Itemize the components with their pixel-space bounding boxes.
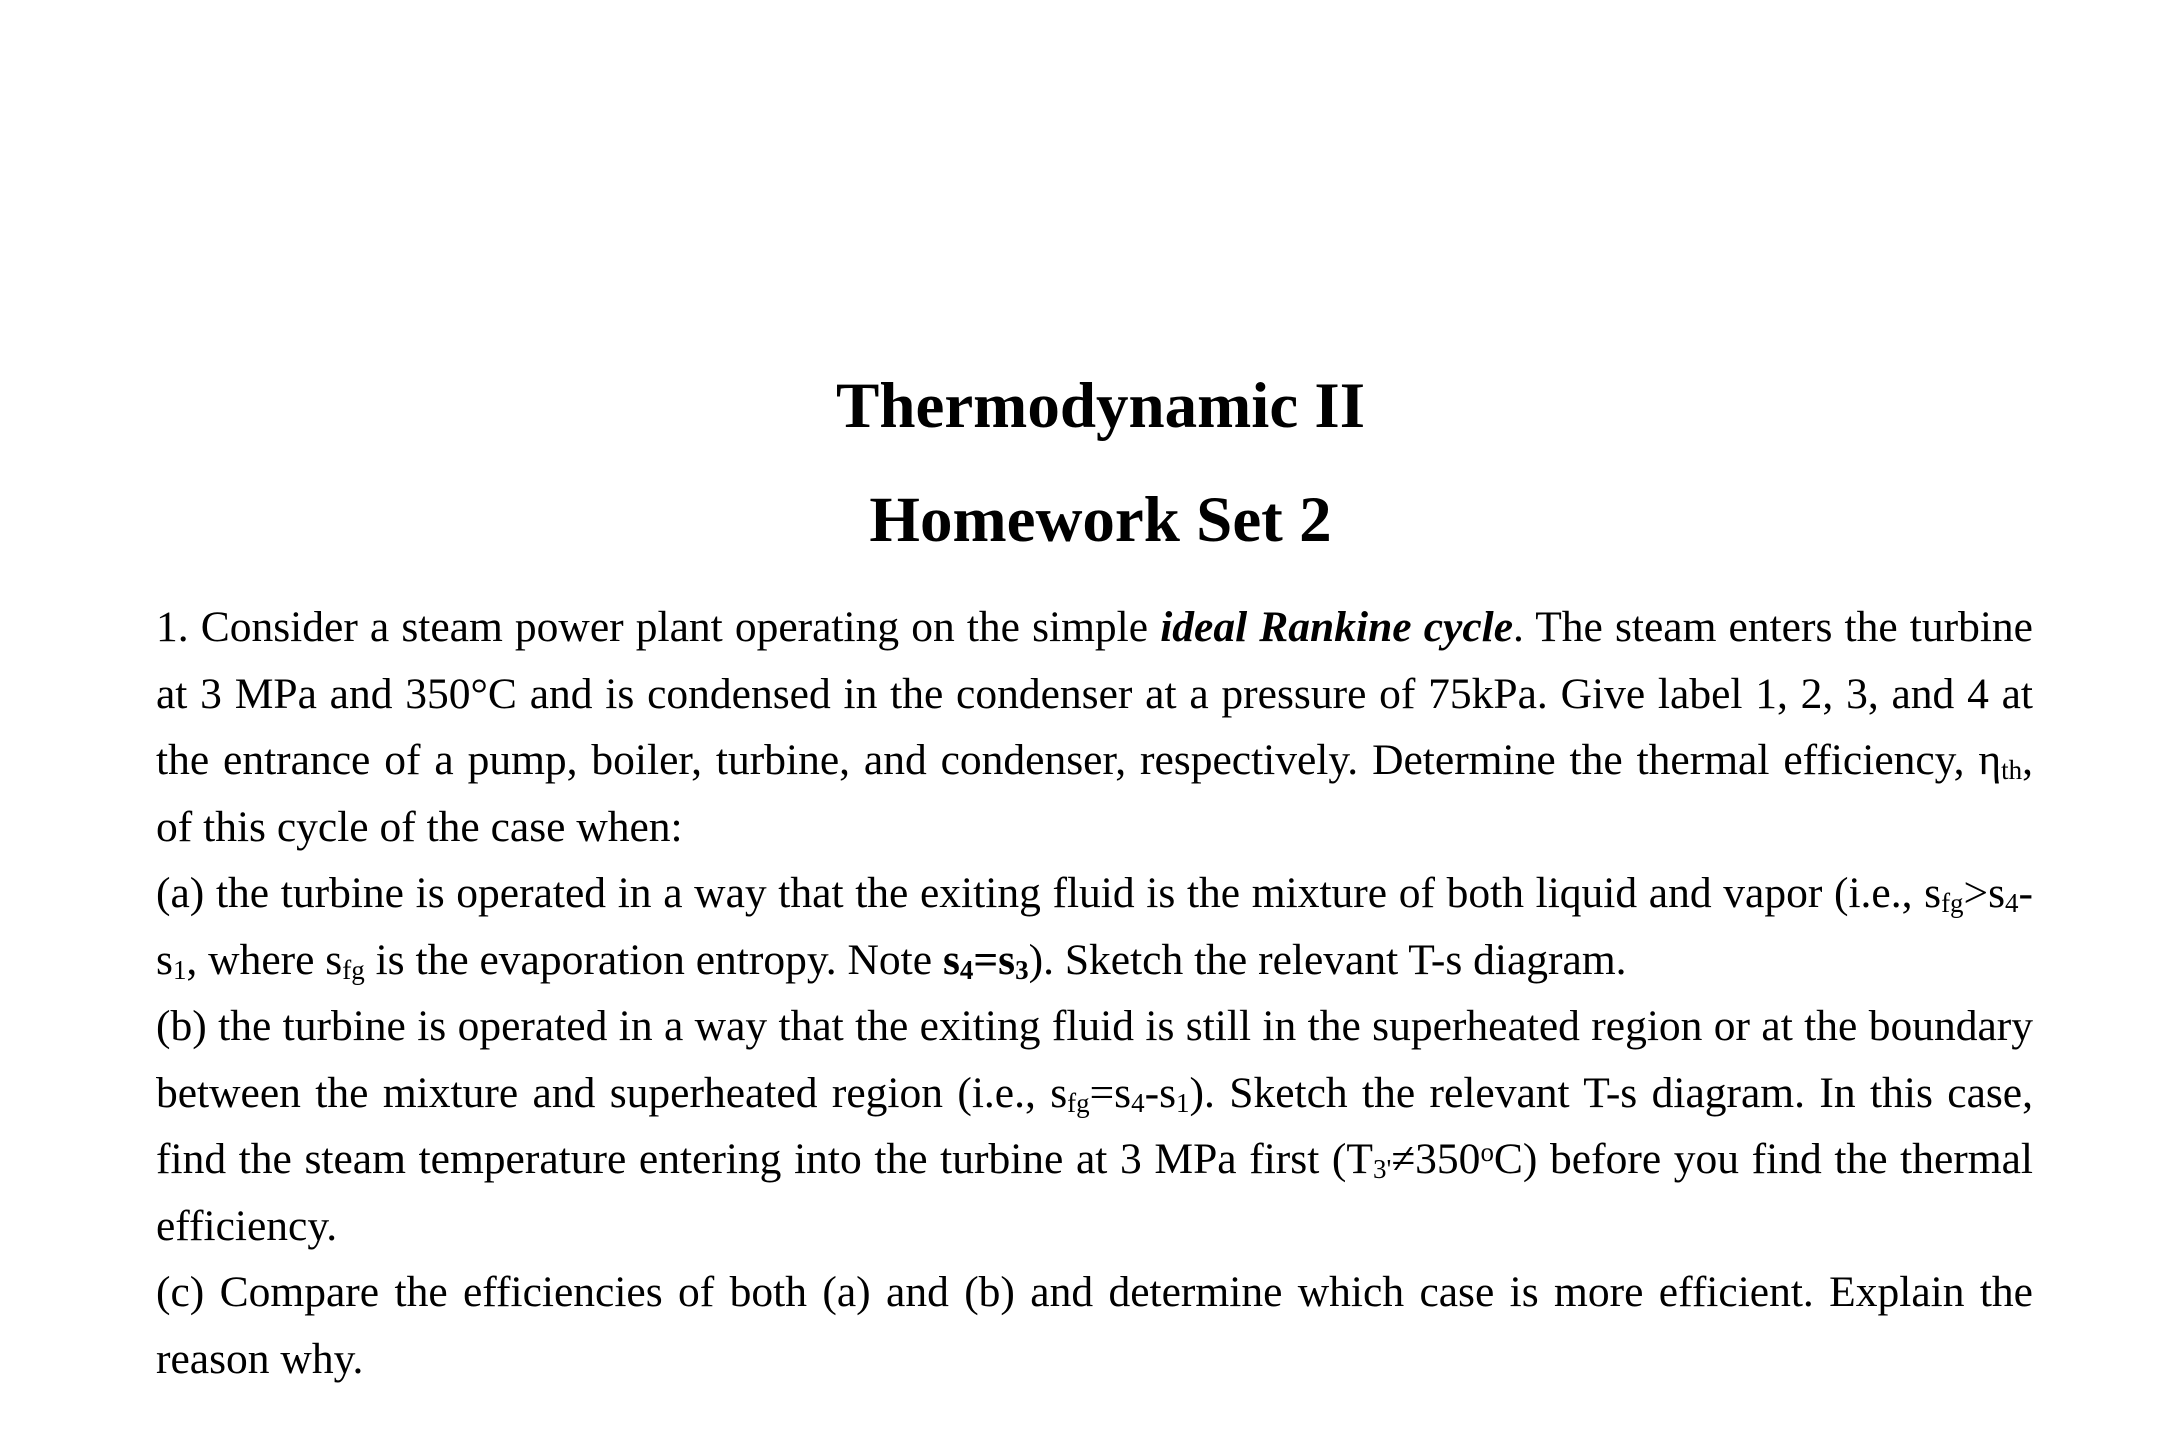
note-sub-3: 3 (1015, 954, 1029, 985)
part-b-sub-3-prime: 3' (1372, 1153, 1392, 1184)
rankine-emphasis: ideal Rankine cycle (1160, 603, 1514, 651)
part-a-sub-fg-2: fg (342, 954, 365, 985)
intro-text-3: , of this cycle of the case when: (156, 736, 2033, 851)
part-a-text-2: >s (1963, 869, 2006, 917)
problem-1 (156, 594, 2033, 1392)
problem-intro (156, 594, 2033, 860)
part-a-text-4: , where s (186, 935, 343, 984)
part-b (156, 993, 2033, 1259)
part-a-text-5: is the evaporation entropy. Note (364, 935, 943, 984)
part-c (156, 1259, 2033, 1392)
part-b-text-5: ≠350 (1391, 1135, 1481, 1183)
part-b-text-6: C) before you find the thermal efficiency. (156, 1135, 2033, 1250)
part-b-text-2: =s (1089, 1068, 1132, 1117)
note-eq: =s (973, 935, 1016, 984)
part-a-sub-1: 1 (172, 954, 187, 985)
note-s: s (942, 935, 960, 984)
page-title: Thermodynamic II (835, 370, 1366, 442)
part-a-text-1: (a) the turbine is operated in a way that the exiting fluid is the mixture of both liquid and vapor (i.e., s (156, 869, 1942, 917)
part-a-text-3: -s (156, 869, 2033, 984)
part-b-text-4: ). Sketch the relevant T-s diagram. In this case, find the steam temperature entering into the turbine at 3 MPa first (T (156, 1068, 2033, 1183)
note-sub-4: 4 (959, 954, 974, 985)
part-a-sub-fg-1: fg (1941, 887, 1964, 918)
part-a-text-6: ). Sketch the relevant T-s diagram. (1028, 935, 1627, 984)
part-b-degree: o (1480, 1136, 1494, 1167)
part-b-sub-4: 4 (1131, 1087, 1145, 1118)
part-a (156, 860, 2033, 993)
part-a-note (943, 936, 1029, 984)
part-c-text: (c) Compare the efficiencies of both (a) and (b) and determine which case is more efficient. Explain the reason why. (156, 1268, 2033, 1383)
page-subtitle: Homework Set 2 (869, 484, 1332, 556)
part-b-sub-fg: fg (1067, 1087, 1090, 1118)
part-b-text-1: (b) the turbine is operated in a way that the exiting fluid is still in the superheated region or at the boundary between the mixture and superheated region (i.e., s (156, 1002, 2033, 1117)
eta-subscript: th (2001, 754, 2023, 785)
intro-text-1: 1. Consider a steam power plant operating on the simple (156, 603, 1161, 651)
part-a-sub-4: 4 (2005, 887, 2019, 918)
part-b-text-3: -s (1144, 1068, 1177, 1117)
part-b-sub-1: 1 (1176, 1087, 1190, 1118)
intro-text-2: . The steam enters the turbine at 3 MPa and 350°C and is condensed in the condenser at a pressure of 75kPa. Give label 1, 2, 3, and 4 at the entrance of a pump, boiler, turbine, and condenser, respectively. Determine the thermal efficiency, η (156, 603, 2033, 784)
